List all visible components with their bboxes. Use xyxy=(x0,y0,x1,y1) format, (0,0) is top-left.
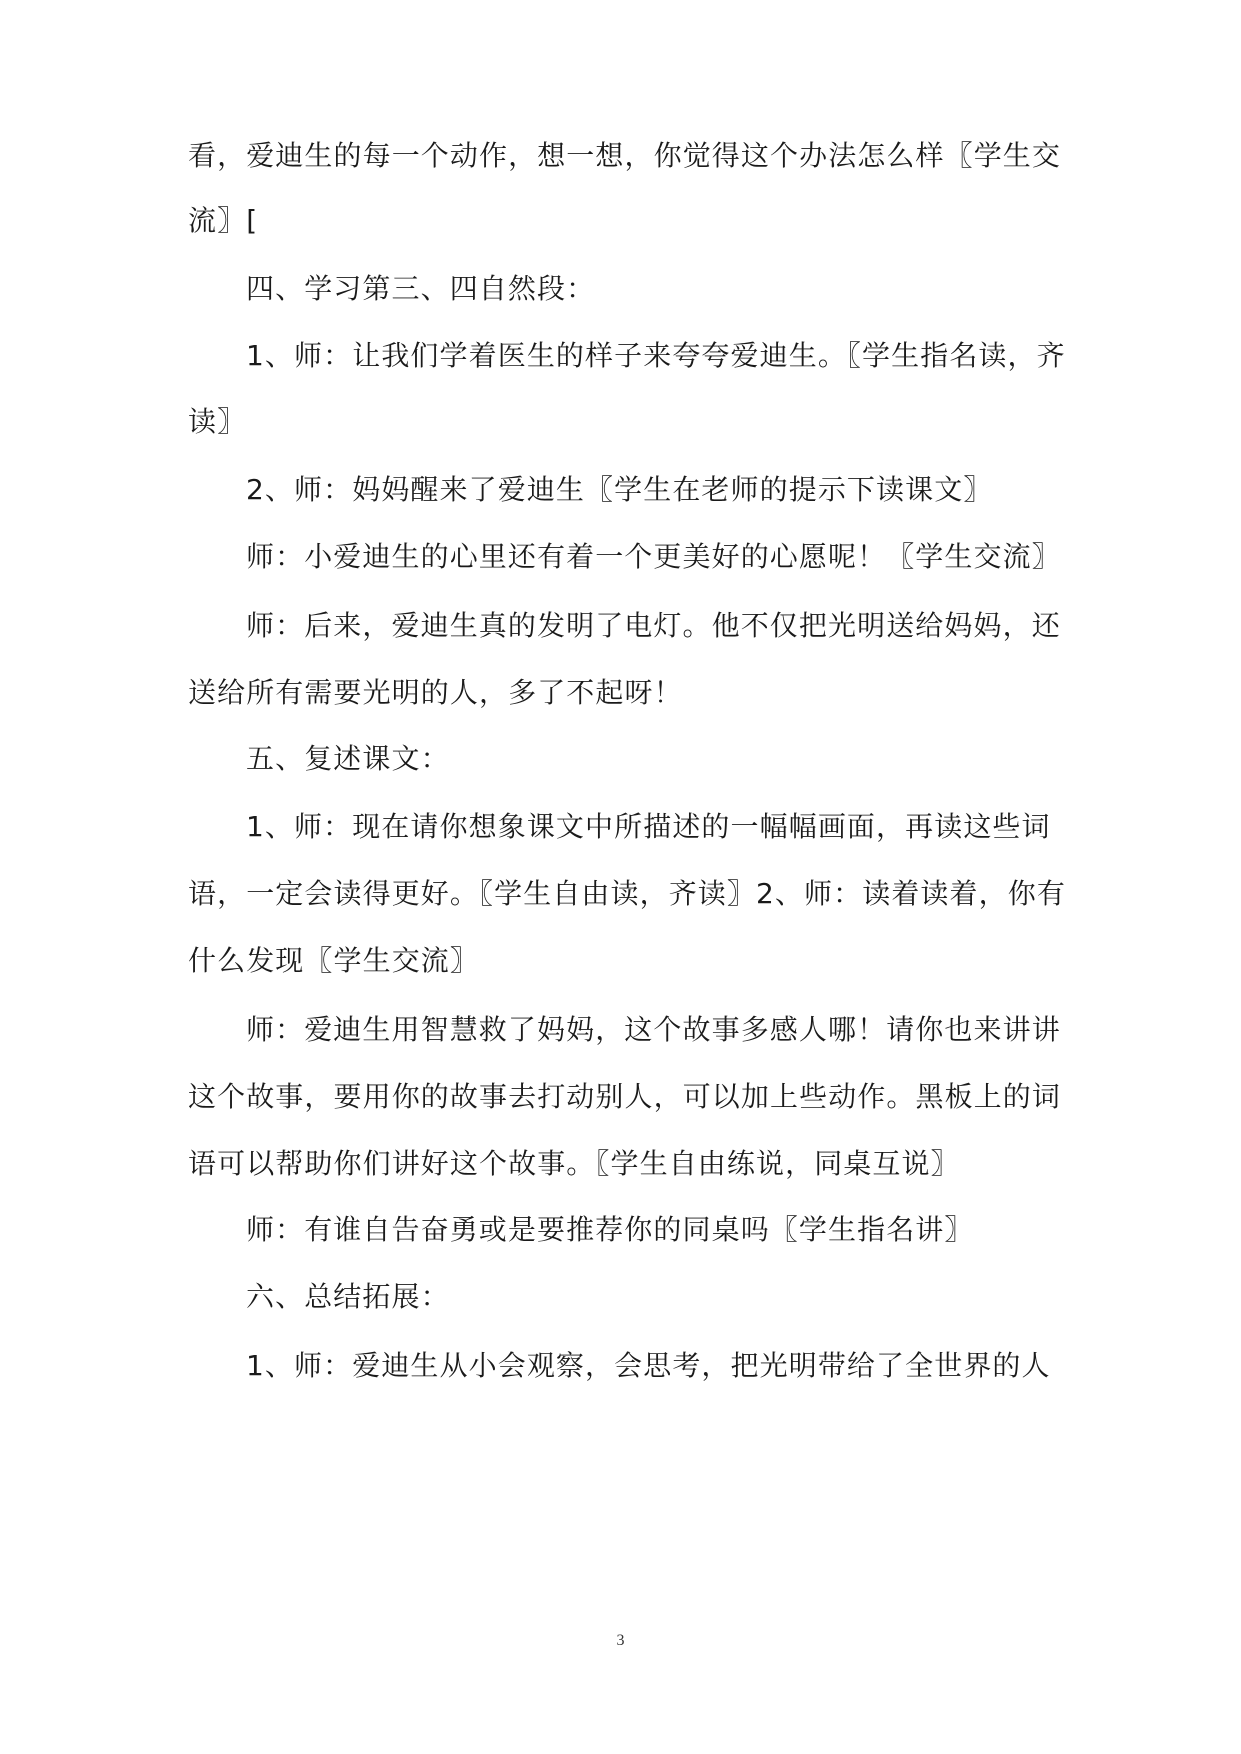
text-line: 语可以帮助你们讲好这个故事。〖学生自由练说，同桌互说〗 xyxy=(188,1147,960,1180)
text-line: 师：小爱迪生的心里还有着一个更美好的心愿呢！〖学生交流〗 xyxy=(246,540,1061,573)
text-line: 语，一定会读得更好。〖学生自由读，齐读〗2、师：读着读着，你有 xyxy=(188,877,1066,910)
text-line: 1、师：爱迪生从小会观察，会思考，把光明带给了全世界的人 xyxy=(246,1349,1051,1382)
text-line: 1、师：让我们学着医生的样子来夸夸爱迪生。〖学生指名读，齐 xyxy=(246,339,1066,372)
page-number: 3 xyxy=(616,1632,625,1649)
section-heading: 四、学习第三、四自然段： xyxy=(246,272,596,305)
text-line: 2、师：妈妈醒来了爱迪生〖学生在老师的提示下读课文〗 xyxy=(246,473,993,506)
text-line: 什么发现〖学生交流〗 xyxy=(188,944,480,977)
section-heading: 六、总结拓展： xyxy=(246,1280,450,1313)
text-line: 读〗 xyxy=(188,405,247,438)
text-line: 这个故事，要用你的故事去打动别人，可以加上些动作。黑板上的词 xyxy=(188,1080,1062,1113)
text-line: 师：有谁自告奋勇或是要推荐你的同桌吗〖学生指名讲〗 xyxy=(246,1213,974,1246)
text-line: 流〗[ xyxy=(188,204,259,237)
section-heading: 五、复述课文： xyxy=(246,742,450,775)
text-line: 送给所有需要光明的人，多了不起呀！ xyxy=(188,676,683,709)
text-line: 1、师：现在请你想象课文中所描述的一幅幅画面，再读这些词 xyxy=(246,810,1051,843)
text-line: 师：爱迪生用智慧救了妈妈，这个故事多感人哪！请你也来讲讲 xyxy=(246,1013,1061,1046)
text-line: 看，爱迪生的每一个动作，想一想，你觉得这个办法怎么样〖学生交 xyxy=(188,139,1062,172)
text-line: 师：后来，爱迪生真的发明了电灯。他不仅把光明送给妈妈，还 xyxy=(246,609,1061,642)
